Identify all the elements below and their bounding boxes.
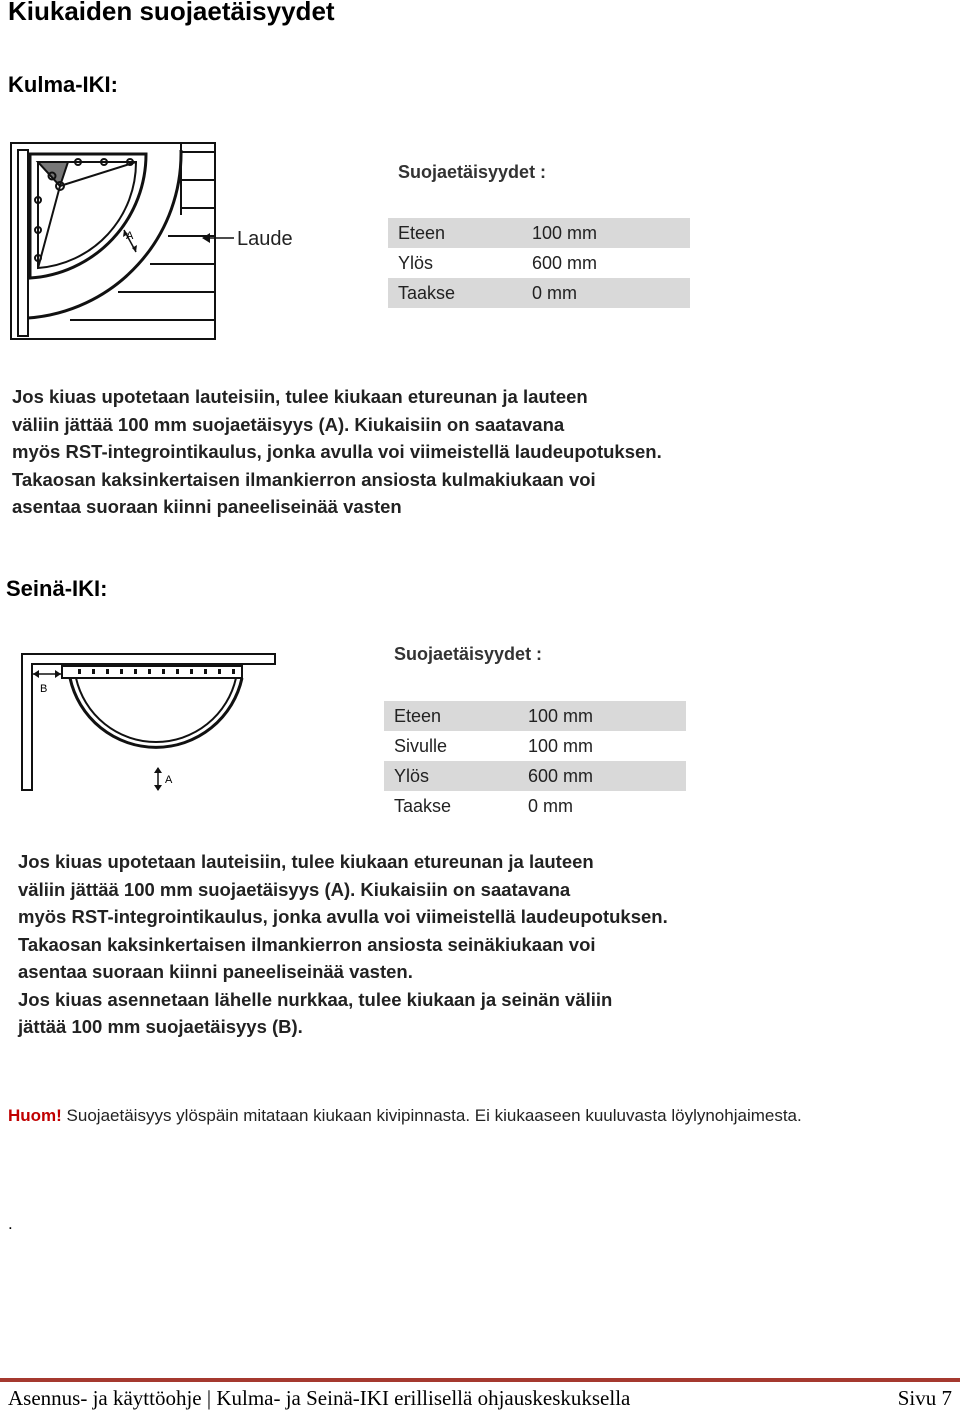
section-heading-seina: Seinä-IKI: xyxy=(6,576,108,601)
stray-dot: . xyxy=(8,1214,13,1233)
seina-paragraph: Jos kiuas upotetaan lauteisiin, tulee kiukaan etureunan ja lauteen väliin jättää 100 mm suojaetäisyys (A). Kiukaisiin on saatavana myös RST-integrointikaulus, jonka avulla voi viimeistellä laudeupotuksen. Takaosan kaksinkertaisen ilmankierron ansiosta seinäkiukaan voi asentaa suoraan kiinni paneeliseinää vasten. Jos kiuas asennetaan lähelle nurkkaa, tulee kiukaan ja seinän väliin jättää 100 mm suojaetäisyys (B). xyxy=(18,851,668,1037)
section-heading-kulma: Kulma-IKI: xyxy=(8,72,118,97)
note-prefix: Huom! xyxy=(8,1106,62,1125)
table-row: Sivulle 100 mm xyxy=(394,735,594,756)
table-row: Eteen 100 mm xyxy=(384,701,686,731)
label-a: A xyxy=(165,774,173,786)
footer-page-number: Sivu 7 xyxy=(897,1386,952,1410)
kulma-specs-table xyxy=(388,218,690,308)
label-a: A xyxy=(126,230,134,242)
table-row: Ylös 600 mm xyxy=(398,252,598,273)
footer-rule xyxy=(0,1378,960,1382)
seina-specs-table xyxy=(384,701,686,821)
table-row: Taakse 0 mm xyxy=(394,795,573,816)
table-row: Taakse 0 mm xyxy=(388,278,690,308)
page-title: Kiukaiden suojaetäisyydet xyxy=(8,0,335,26)
kulma-paragraph: Jos kiuas upotetaan lauteisiin, tulee kiukaan etureunan ja lauteen väliin jättää 100 mm suojaetäisyys (A). Kiukaisiin on saatavana myös RST-integrointikaulus, jonka avulla voi viimeistellä laudeupotuksen. Takaosan kaksinkertaisen ilmankierron ansiosta kulmakiukaan voi asentaa suoraan kiinni paneeliseinää vasten xyxy=(12,386,662,517)
seina-iki-diagram xyxy=(18,650,288,800)
footer-document-title: Asennus- ja käyttöohje | Kulma- ja Seinä-IKI erillisellä ohjauskeskuksella xyxy=(8,1386,631,1410)
note xyxy=(8,1106,802,1126)
kulma-table-title: Suojaetäisyydet : xyxy=(398,162,547,182)
label-b: B xyxy=(40,683,48,695)
table-row: Ylös 600 mm xyxy=(384,761,686,791)
note-text: Suojaetäisyys ylöspäin mitataan kiukaan kivipinnasta. Ei kiukaaseen kuuluvasta löylynohjaimesta. xyxy=(61,1106,802,1125)
kulma-iki-diagram xyxy=(8,140,308,350)
seina-table-title: Suojaetäisyydet : xyxy=(394,644,543,664)
table-row: Eteen 100 mm xyxy=(388,218,690,248)
label-laude: Laude xyxy=(237,228,293,250)
